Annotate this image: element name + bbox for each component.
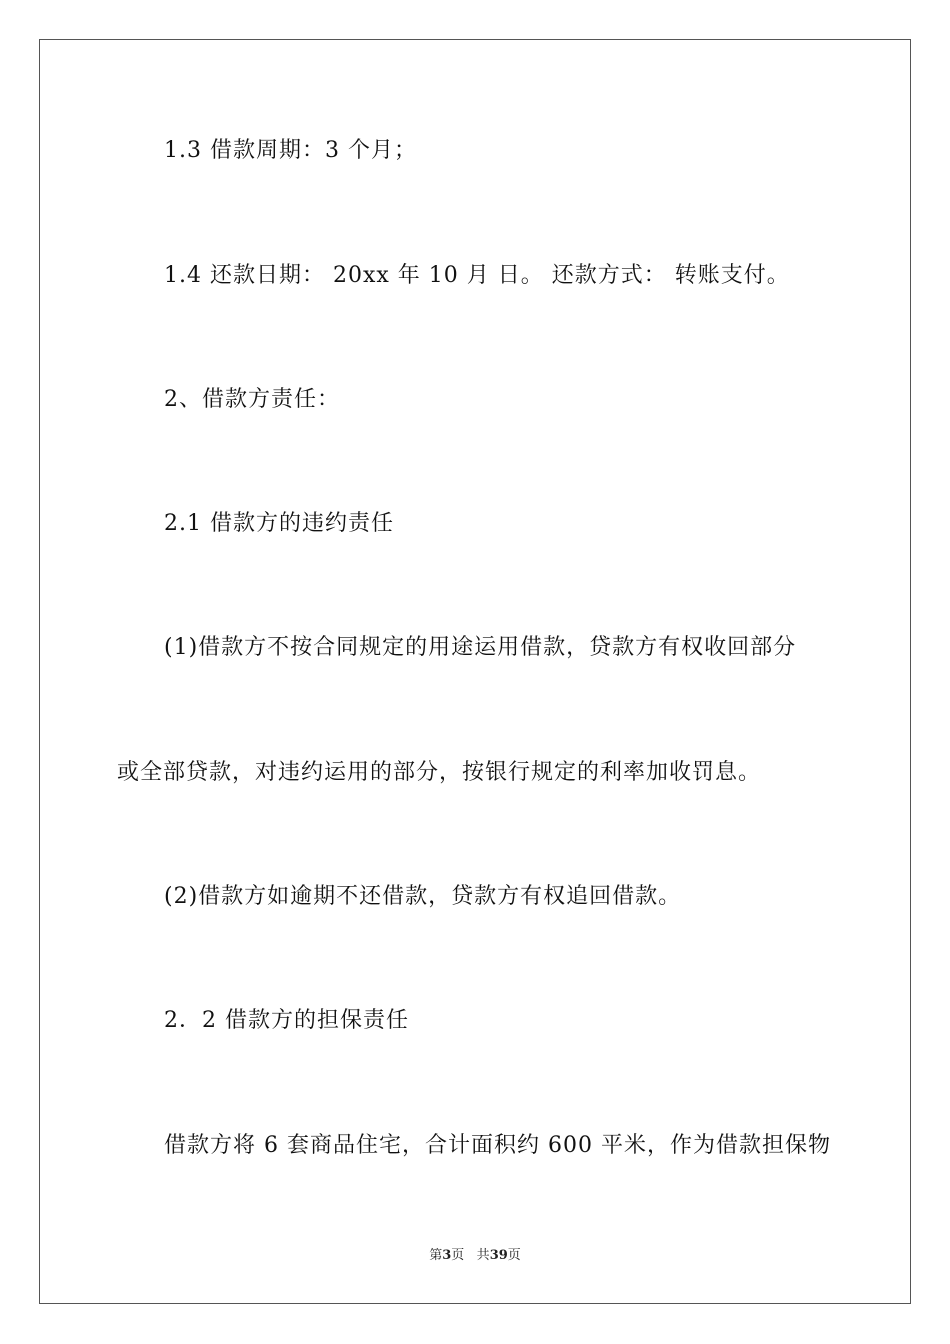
paragraph-collateral: 借款方将 6 套商品住宅，合计面积约 600 平米，作为借款担保物 — [164, 1133, 831, 1158]
page-footer — [0, 1247, 950, 1265]
footer-page-prefix: 第 — [429, 1248, 443, 1263]
paragraph-clause-2: (2)借款方如逾期不还借款，贷款方有权追回借款。 — [164, 884, 682, 909]
footer-page-suffix: 页 — [451, 1248, 465, 1263]
paragraph-1-4-repayment-date: 1.4 还款日期： 20xx 年 10 月 日。 还款方式： 转账支付。 — [164, 263, 790, 288]
paragraph-1-3-loan-period: 1.3 借款周期：3 个月； — [164, 138, 417, 163]
footer-total-suffix: 页 — [507, 1248, 521, 1263]
heading-2-2-guarantee-liability: 2．2 借款方的担保责任 — [164, 1008, 409, 1033]
page-frame — [39, 39, 911, 1304]
footer-total-prefix: 共 — [476, 1248, 490, 1263]
footer-page-number: 3 — [442, 1248, 452, 1263]
heading-2-1-breach-liability: 2.1 借款方的违约责任 — [164, 511, 394, 536]
footer-total-pages: 39 — [489, 1248, 508, 1263]
heading-2-borrower-liability: 2、借款方责任： — [164, 387, 340, 412]
paragraph-clause-1-line-1: (1)借款方不按合同规定的用途运用借款，贷款方有权收回部分 — [164, 635, 797, 660]
paragraph-clause-1-line-2: 或全部贷款，对违约运用的部分，按银行规定的利率加收罚息。 — [117, 760, 762, 785]
